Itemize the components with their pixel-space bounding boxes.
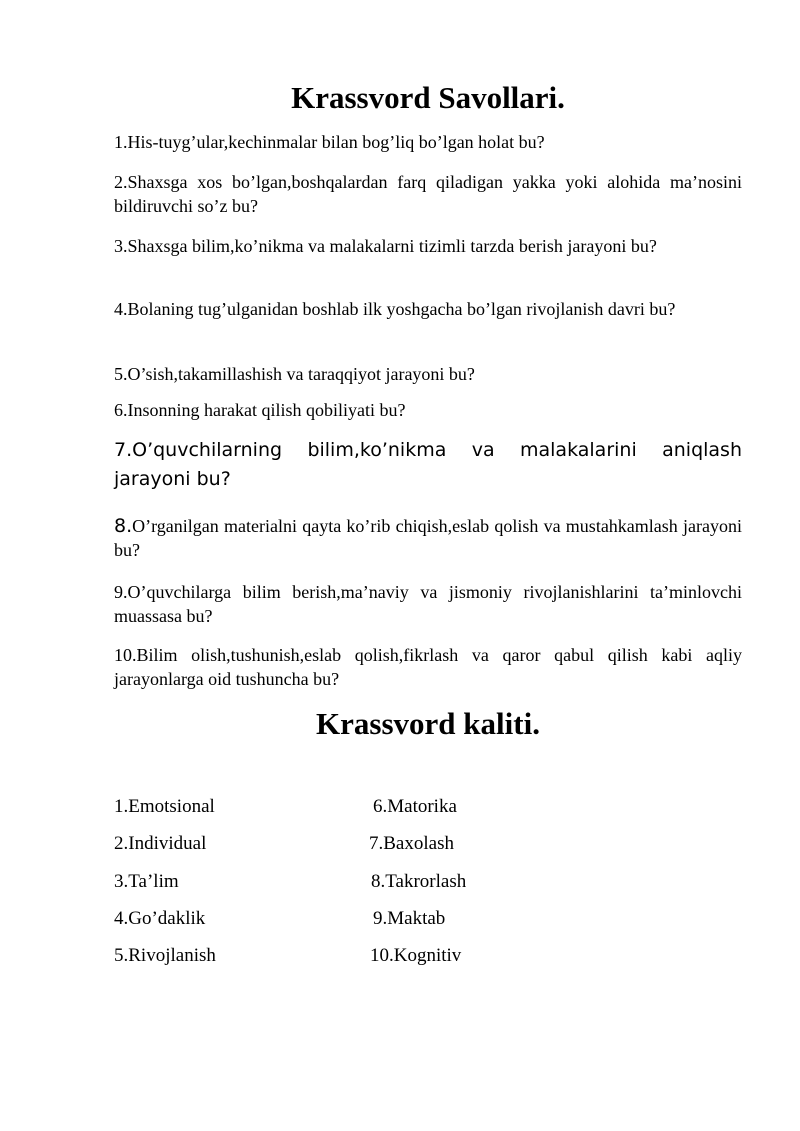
answer-10: 10.Kognitiv — [370, 945, 462, 966]
question-8-number: 8. — [114, 515, 133, 537]
answer-8: 8.Takrorlash — [371, 871, 467, 892]
answer-9: 9.Maktab — [373, 908, 446, 929]
question-8 — [114, 514, 742, 562]
key-title: Krassvord kaliti. — [316, 706, 540, 741]
question-2: 2.Shaxsga xos bo’lgan,boshqalardan farq qiladigan yakka yoki alohida ma’nosini bildiruvchi so’z bu? — [114, 172, 742, 216]
question-10: 10.Bilim olish,tushunish,eslab qolish,fikrlash va qaror qabul qilish kabi aqliy jarayonlarga oid tushuncha bu? — [114, 645, 742, 689]
page-title: Krassvord Savollari. — [291, 80, 565, 115]
answer-1: 1.Emotsional — [114, 796, 215, 817]
question-7: 7.O’quvchilarning bilim,ko’nikma va malakalarini aniqlash jarayoni bu? — [114, 439, 742, 490]
question-4: 4.Bolaning tug’ulganidan boshlab ilk yoshgacha bo’lgan rivojlanish davri bu? — [114, 299, 676, 319]
answer-3: 3.Ta’lim — [114, 871, 179, 892]
answer-6: 6.Matorika — [373, 796, 457, 817]
question-9: 9.O’quvchilarga bilim berish,ma’naviy va jismoniy rivojlanishlarini ta’minlovchi muassasa bu? — [114, 582, 742, 626]
question-8-text: O’rganilgan materialni qayta ko’rib chiqish,eslab qolish va mustahkamlash jarayoni bu? — [114, 516, 742, 560]
answer-7: 7.Baxolash — [369, 833, 454, 854]
question-1: 1.His-tuyg’ular,kechinmalar bilan bog’liq bo’lgan holat bu? — [114, 132, 545, 152]
answer-2: 2.Individual — [114, 833, 207, 854]
answer-5: 5.Rivojlanish — [114, 945, 216, 966]
question-5: 5.O’sish,takamillashish va taraqqiyot jarayoni bu? — [114, 364, 475, 384]
question-3: 3.Shaxsga bilim,ko’nikma va malakalarni tizimli tarzda berish jarayoni bu? — [114, 236, 657, 256]
answer-4: 4.Go’daklik — [114, 908, 206, 929]
question-6: 6.Insonning harakat qilish qobiliyati bu? — [114, 400, 406, 420]
